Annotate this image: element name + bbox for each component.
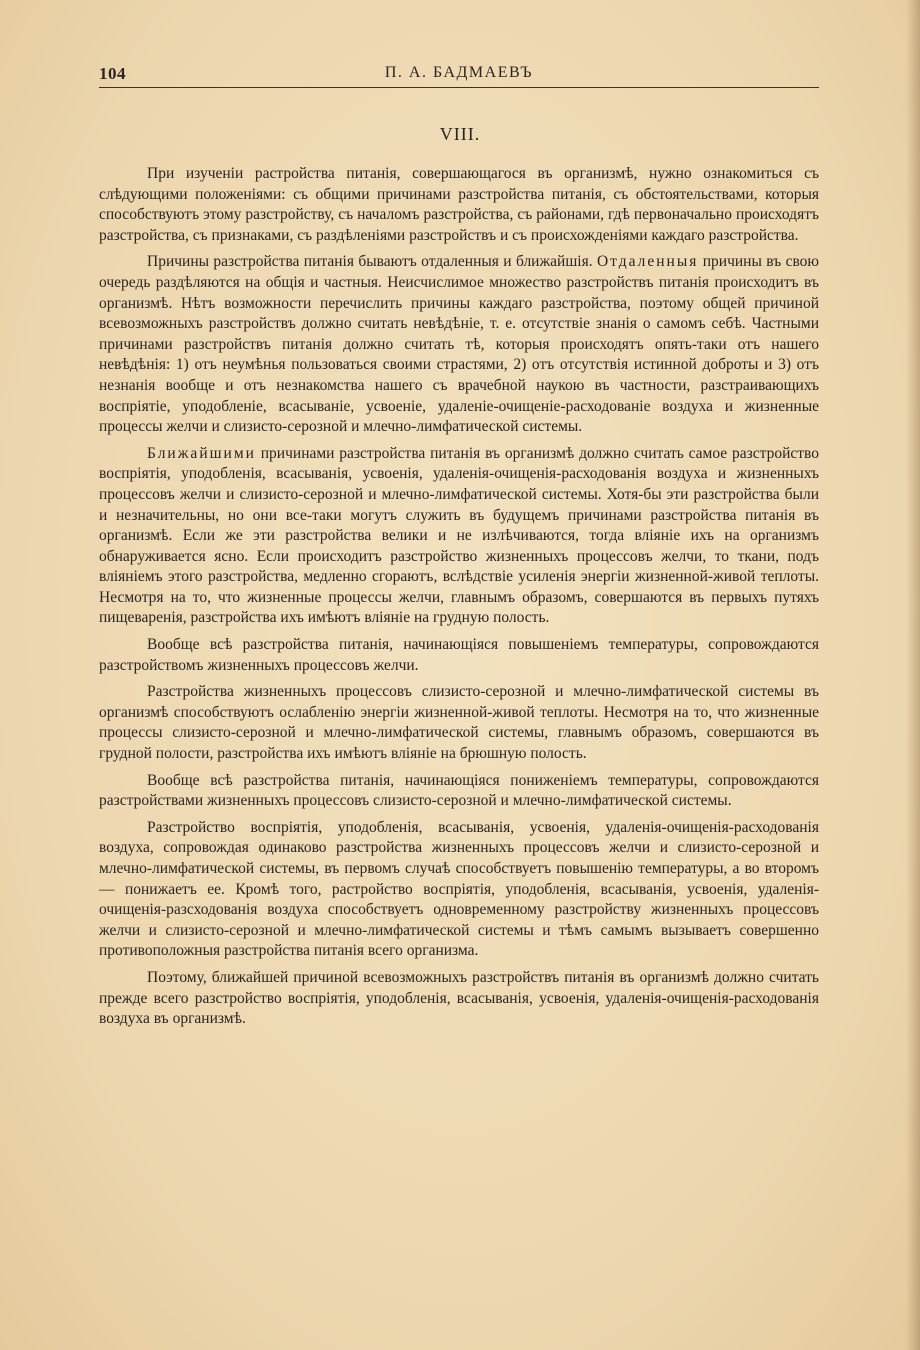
paragraph-4: Вообще всѣ разстройства питанія, начинающіяся повышеніемъ температуры, сопровождаются разстройствомъ жизненныхъ процессовъ желчи. <box>99 636 819 674</box>
page-edge-shadow <box>906 0 920 1350</box>
page-header <box>99 62 819 88</box>
paragraph-8: Поэтому, ближайшей причиной всевозможныхъ разстройствъ питанія въ организмѣ должно считать прежде всего разстройство воспріятія, уподобленія, всасыванія, усвоенія, удаленія-очищенія-расходованія воздуха въ организмѣ. <box>99 968 819 1028</box>
paragraph-2 <box>99 252 819 437</box>
chapter-heading: VIII. <box>439 124 481 144</box>
paragraph-3-rest: причинами разстройства питанія въ организмѣ должно считать самое разстройство воспріятія, уподобленія, всасыванія, усвоенія, удаленія-очищенія-расходованія воздуха и жизненныхъ процессовъ желчи и слизисто-серозной и млечно-лимфатической системы. Хотя-бы эти разстройства были и незначительны, но они все-таки могутъ служить въ будущемъ причинами разстройства питанія въ организмѣ. Если же эти разстройства велики и не излѣчиваются, тогда вліяніе ихъ на организмъ обнаруживается ясно. Если происходитъ разстройство жизненныхъ процессовъ желчи, то ткани, подъ вліяніемъ этого разстройства, медленно сгораютъ, вслѣдствіе усиленія энергіи жизненной-живой теплоты. Несмотря на то, что жизненные процессы желчи, главнымъ образомъ, совершаются въ первыхъ путяхъ пищеваренія, разстройства ихъ имѣютъ вліяніе на грудную полость. <box>99 444 819 627</box>
paragraph-3-emphasis: Ближайшими <box>147 444 256 462</box>
page-number: 104 <box>99 64 126 83</box>
paragraph-2-emphasis: Отдаленныя <box>596 253 699 271</box>
paragraph-5: Разстройства жизненныхъ процессовъ слизисто-серозной и млечно-лимфатической системы въ организмѣ способствуютъ ослабленію энергіи жизненной-живой теплоты. Несмотря на то, что жизненные процессы слизисто-серозной и млечно-лимфатической системы, главнымъ образомъ, совершаются въ грудной полости, разстройства ихъ имѣютъ вліяніе на брюшную полость. <box>99 683 819 763</box>
body-text <box>99 164 819 1036</box>
paragraph-7: Разстройство воспріятія, уподобленія, всасыванія, усвоенія, удаленія-очищенія-расходованія воздуха, сопровождая одинаково разстройства жизненныхъ процессовъ желчи и слизисто-серозной и млечно-лимфатической системы, въ первомъ случаѣ способствуетъ повышенію температуры, а во второмъ — понижаетъ ее. Кромѣ того, растройство воспріятія, уподобленія, всасыванія, усвоенія, удаленія-очищенія-разсходованія воздуха способствуетъ одновременному разстройству жизненныхъ процессовъ желчи и слизисто-серозной и млечно-лимфатической системы и тѣмъ самымъ вызываетъ совершенно противоположныя разстройства питанія всего организма. <box>99 818 819 960</box>
running-head-author: П. А. БАДМАЕВЪ <box>384 64 534 81</box>
paragraph-6: Вообще всѣ разстройства питанія, начинающіяся пониженіемъ температуры, сопровождаются разстройствами жизненныхъ процессовъ слизисто-серозной и млечно-лимфатической системы. <box>99 771 819 810</box>
paragraph-2-rest: причины въ свою очередь раздѣляются на общія и частныя. Неисчислимое множество разстройствъ питанія происходитъ въ организмѣ. Нѣтъ возможности перечислить причины каждаго разстройства, поэтому общей причиной всевозможныхъ разстройствъ должно считать невѣдѣніе, т. е. отсутствіе знанія о самомъ себѣ. Частными причинами разстройствъ питанія должно считать тѣ, которыя происходятъ опять-таки отъ нашего невѣдѣнія: 1) отъ неумѣнья пользоваться своими страстями, 2) отъ отсутствія истинной доброты и 3) отъ незнанія вообще и отъ незнакомства нашего съ врачебной наукою въ частности, разстраивающихъ воспріятіе, уподобленіе, всасываніе, усвоеніе, удаленіе-очищеніе-расходованіе воздуха и жизненные процессы желчи и слизисто-серозной и млечно-лимфатической системы. <box>99 253 819 436</box>
paragraph-1: При изученіи растройства питанія, совершающагося въ организмѣ, нужно ознакомиться съ слѣдующими положеніями: съ общими причинами разстройства питанія, съ обстоятельствами, которыя способствуютъ этому разстройству, съ началомъ разстройства, съ районами, гдѣ первоначально происходятъ разстройства, съ признаками, съ раздѣленіями разстройствъ и съ происхожденіями каждаго разстройства. <box>99 165 819 244</box>
paragraph-3 <box>99 444 819 629</box>
paragraph-2-lead: Причины разстройства питанія бываютъ отдаленныя и ближайшія. <box>147 253 597 271</box>
header-rule <box>99 87 819 88</box>
